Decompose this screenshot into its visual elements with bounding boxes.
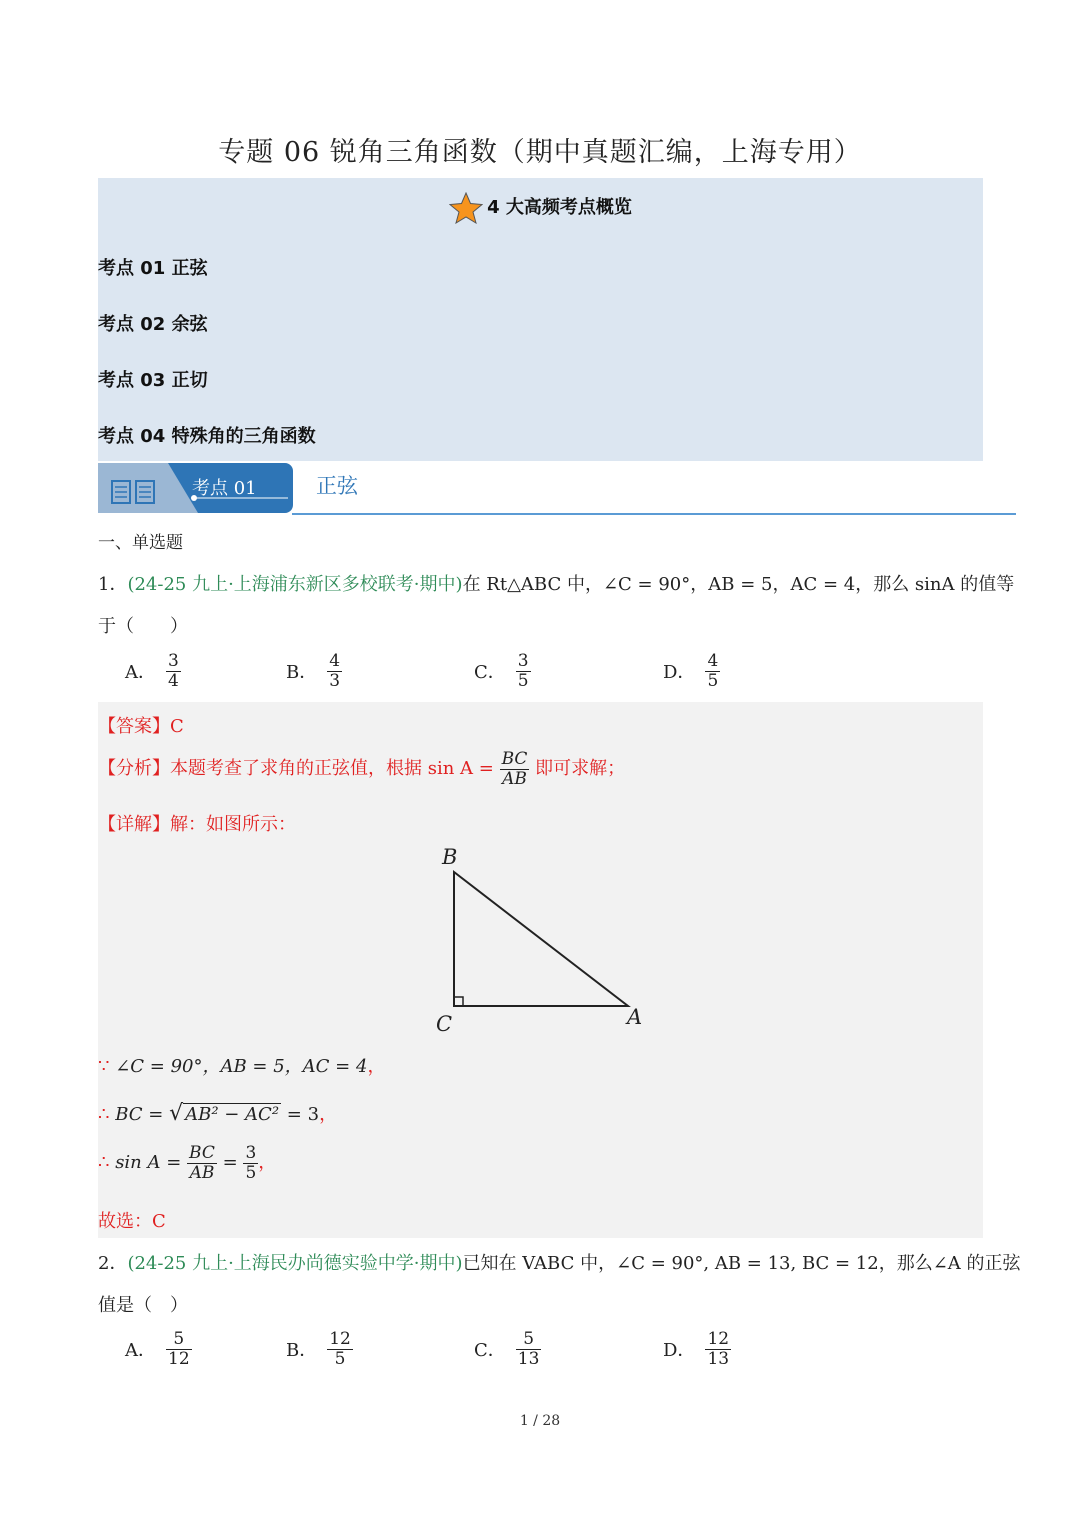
- q1-step1-end: ，: [367, 1056, 386, 1077]
- q1-step3-den2: 5: [245, 1162, 257, 1183]
- overview-item-4: 考点 04 特殊角的三角函数: [98, 426, 316, 447]
- question-type-heading: 一、单选题: [98, 533, 183, 553]
- q2-option-b-fraction: [327, 1330, 353, 1368]
- q1-source: (24-25 九上·上海浦东新区多校联考·期中): [127, 574, 463, 595]
- q1-step2-end: ，: [319, 1104, 338, 1125]
- because-symbol: ∵: [98, 1056, 110, 1077]
- q1-number: 1．: [98, 574, 128, 595]
- q1-step3-lhs: sin A =: [115, 1152, 182, 1174]
- q2-option-a-den: 12: [168, 1348, 190, 1369]
- q1-answer: C: [170, 716, 184, 737]
- q2-option-d-num: 12: [707, 1329, 730, 1349]
- q1-option-d-num: 4: [707, 651, 719, 671]
- q1-option-b-den: 3: [329, 670, 341, 691]
- q1-option-b: [286, 652, 342, 690]
- q2-option-c: [474, 1330, 541, 1368]
- q2-option-b: [286, 1330, 353, 1368]
- section-tag: 考点 01: [192, 478, 257, 499]
- q1-step3-fraction-1: [187, 1144, 217, 1182]
- section-name: 正弦: [316, 474, 358, 498]
- overview-heading: [98, 192, 983, 224]
- q1-answer-line: [98, 712, 184, 738]
- q1-step3: [98, 1144, 276, 1182]
- q1-option-b-label: B．: [286, 662, 318, 684]
- q1-option-c-num: 3: [517, 651, 529, 671]
- q2-option-d-den: 13: [707, 1348, 730, 1369]
- q1-step3-end: ，: [258, 1152, 277, 1174]
- q1-analysis-den: AB: [502, 768, 527, 789]
- page-number: 1 / 28: [519, 1413, 561, 1429]
- q2-option-d: [663, 1330, 731, 1368]
- q2-option-c-num: 5: [516, 1330, 542, 1350]
- q2-stem-line1: [98, 1249, 1021, 1275]
- triangle-figure: [420, 840, 660, 1040]
- q1-option-a-num: 3: [168, 651, 179, 671]
- q2-stem-line2: 值是（ ）: [98, 1295, 188, 1316]
- q1-option-b-num: 4: [329, 651, 341, 671]
- right-angle-mark: [454, 997, 463, 1006]
- q2-option-c-fraction: [516, 1330, 542, 1368]
- q2-source: (24-25 九上·上海民办尚德实验中学·期中): [127, 1253, 463, 1274]
- q2-option-a-num: 5: [166, 1330, 192, 1350]
- overview-box: [98, 178, 983, 461]
- q2-number: 2．: [98, 1253, 128, 1274]
- q1-option-a-fraction: [166, 652, 181, 690]
- q1-analysis-tag: 【分析】: [98, 758, 170, 780]
- therefore-symbol: ∴: [98, 1104, 110, 1125]
- q1-option-d: [663, 652, 720, 690]
- q1-step3-eq: =: [222, 1152, 238, 1174]
- q1-step3-den1: AB: [189, 1162, 215, 1183]
- q1-analysis-a: 本题考查了求角的正弦值，根据 sin A =: [170, 758, 494, 780]
- q2-option-b-den: 5: [334, 1348, 346, 1369]
- q2-option-c-label: C．: [474, 1340, 506, 1362]
- q1-option-b-fraction: [327, 652, 342, 690]
- q1-step1: [98, 1052, 385, 1078]
- star-icon: [449, 192, 483, 224]
- q1-option-c-fraction: [516, 652, 531, 690]
- q2-option-a: [125, 1330, 192, 1368]
- q2-option-b-num: 12: [329, 1329, 351, 1349]
- q2-stem-a: 已知在 VABC 中，∠C = 90°, AB = 13, BC = 12，那么∠A 的正弦: [462, 1253, 1021, 1274]
- therefore-symbol-2: ∴: [98, 1152, 110, 1174]
- q2-option-a-label: A．: [125, 1340, 156, 1362]
- q1-option-d-label: D．: [663, 662, 696, 684]
- q1-analysis-b: 即可求解；: [535, 758, 626, 780]
- q1-analysis-fraction: [500, 750, 530, 788]
- q1-detail-line: [98, 810, 296, 836]
- q1-option-d-den: 5: [707, 670, 719, 691]
- q1-answer-tag: 【答案】: [98, 716, 170, 737]
- q1-option-a: [125, 652, 181, 690]
- q1-step3-fraction-2: [243, 1144, 258, 1182]
- sqrt-sign: √: [169, 1101, 184, 1126]
- q2-option-c-den: 13: [517, 1348, 540, 1369]
- q1-option-d-fraction: [705, 652, 720, 690]
- q1-option-a-label: A．: [125, 662, 156, 684]
- q1-step2-radicand: AB² − AC²: [185, 1104, 280, 1125]
- q1-detail-tag: 【详解】: [98, 814, 170, 835]
- q2-option-a-fraction: [166, 1330, 192, 1368]
- q1-option-c-label: C．: [474, 662, 506, 684]
- q1-analysis-line: [98, 750, 625, 788]
- q1-detail: 解：如图所示：: [170, 814, 296, 835]
- q1-step3-num1: BC: [189, 1143, 215, 1163]
- q1-step1-text: ∠C = 90°，AB = 5，AC = 4: [115, 1056, 368, 1077]
- q1-choose: 故选：C: [98, 1211, 166, 1232]
- q1-option-c: [474, 652, 531, 690]
- q1-step3-num2: 3: [245, 1143, 257, 1163]
- q1-option-c-den: 5: [517, 670, 529, 691]
- q2-option-b-label: B．: [286, 1340, 318, 1362]
- triangle-abc: [454, 872, 628, 1006]
- vertex-label-b: B: [442, 845, 458, 869]
- vertex-label-c: C: [436, 1012, 453, 1036]
- q1-step2: [98, 1100, 337, 1126]
- overview-item-1: 考点 01 正弦: [98, 258, 208, 279]
- q1-stem-line1: [98, 570, 1014, 596]
- overview-item-2: 考点 02 余弦: [98, 314, 208, 335]
- overview-heading-text: 4 大高频考点概览: [487, 197, 632, 218]
- q2-option-d-fraction: [705, 1330, 731, 1368]
- q1-stem-a: 在 Rt△ABC 中，∠C = 90°，AB = 5，AC = 4，那么 sinA 的值等: [462, 574, 1015, 595]
- q2-option-d-label: D．: [663, 1340, 696, 1362]
- document-title: 专题 06 锐角三角函数（期中真题汇编，上海专用）: [218, 137, 862, 168]
- vertex-label-a: A: [627, 1005, 643, 1029]
- q1-stem-line2: 于（ ）: [98, 616, 188, 637]
- q1-step2-rhs: = 3: [286, 1104, 320, 1125]
- q1-step2-lhs: BC =: [115, 1104, 164, 1125]
- section-divider: [292, 513, 1016, 515]
- q1-option-a-den: 4: [168, 670, 179, 691]
- overview-item-3: 考点 03 正切: [98, 370, 208, 391]
- q1-analysis-num: BC: [501, 749, 528, 769]
